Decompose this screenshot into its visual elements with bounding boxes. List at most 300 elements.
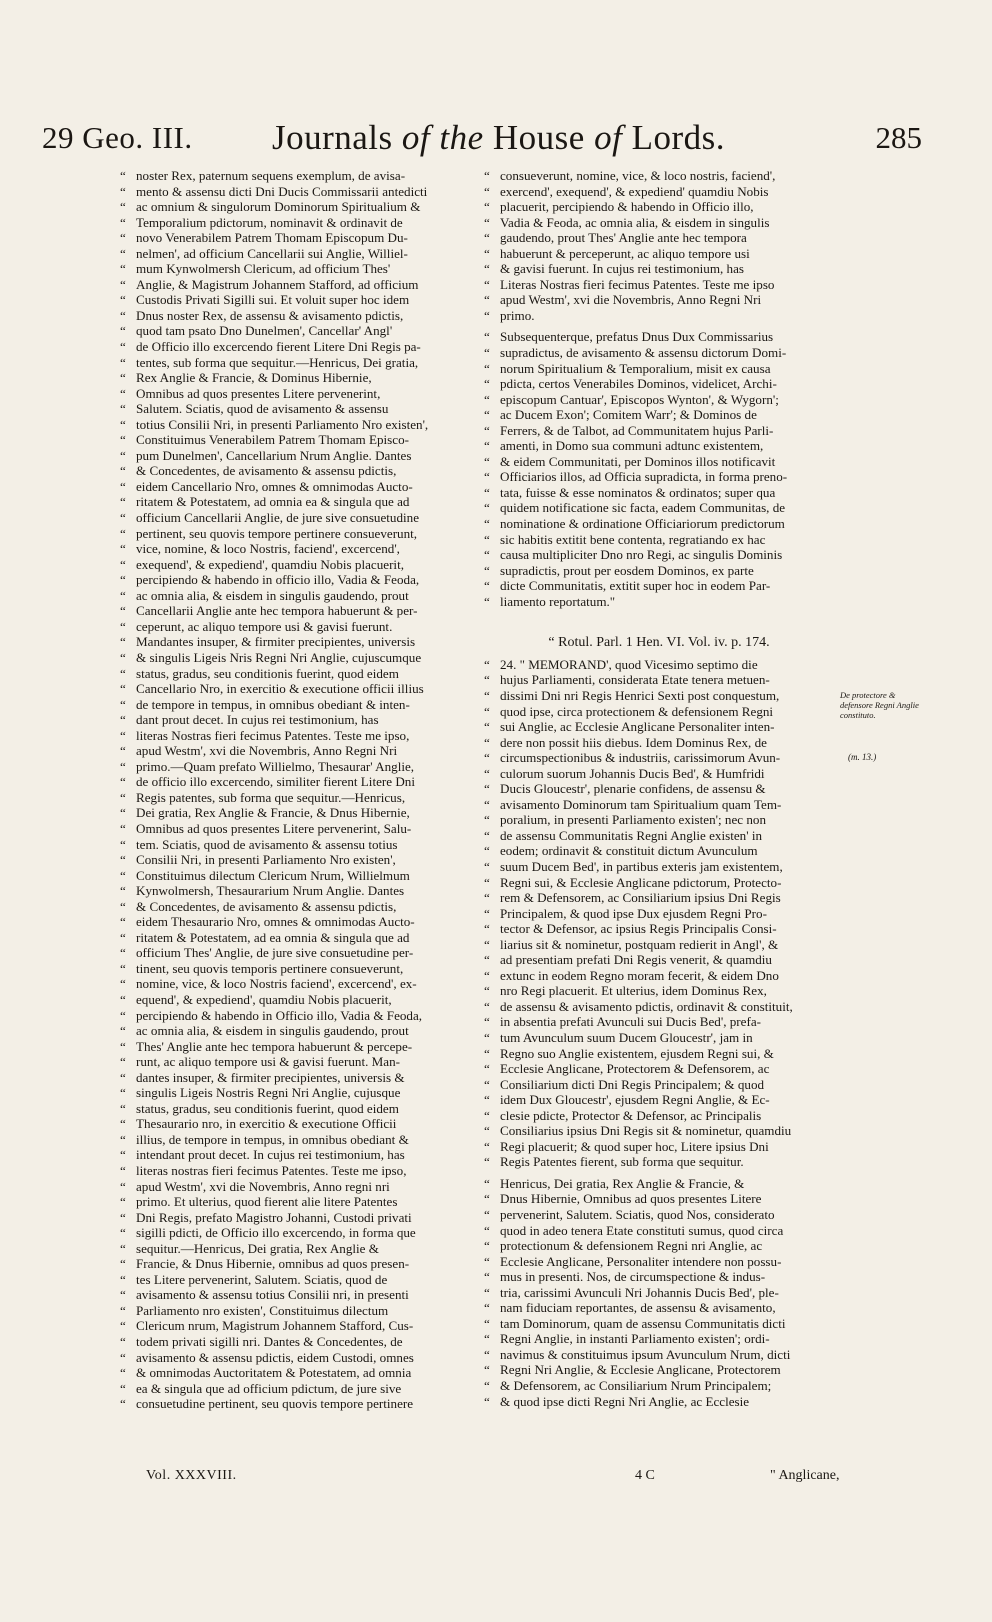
text-line [484, 688, 834, 704]
quote-mark: “ [120, 214, 126, 230]
text-line [120, 230, 468, 246]
line-text: exequend', & expediend', quamdiu Nobis placuerit, [136, 556, 404, 572]
text-line [484, 672, 834, 688]
quote-mark: “ [484, 562, 490, 578]
text-line [484, 1191, 834, 1207]
line-text: sequitur.—Henricus, Dei gratia, Rex Anglie & [136, 1240, 379, 1256]
quote-mark: “ [484, 890, 490, 906]
line-text: & Concedentes, de avisamento & assensu pdictis, [136, 463, 397, 479]
line-text: apud Westm', xvi die Novembris, Anno Regni Nri [136, 743, 398, 759]
text-line [120, 526, 468, 542]
text-line [120, 697, 468, 713]
quote-mark: “ [120, 292, 126, 308]
line-text: tinent, seu quovis temporis pertinere consueverunt, [136, 960, 404, 976]
line-text: status, gradus, seu conditionis fuerint, quod eidem [136, 665, 399, 681]
line-text: apud Westm', xvi die Novembris, Anno regni nri [136, 1178, 390, 1194]
line-text: Mandantes insuper, & firmiter precipientes, universis [136, 634, 416, 650]
line-text: Ferrers, & de Talbot, ad Communitatem hujus Parli- [500, 422, 774, 438]
text-line [484, 485, 834, 501]
quote-mark: “ [120, 401, 126, 417]
line-text: Clericum nrum, Magistrum Johannem Stafford, Cus- [136, 1318, 414, 1334]
catchword: " Anglicane, [770, 1468, 840, 1483]
text-line [120, 1350, 468, 1366]
line-text: dantes insuper, & firmiter precipientes, universis & [136, 1069, 405, 1085]
line-text: ritatem & Potestatem, ad ea omnia & singula que ad [136, 929, 410, 945]
line-text: mum Kynwolmersh Clericum, ad officium Thes' [136, 261, 391, 277]
line-text: Consiliarius ipsius Dni Regis sit & nominetur, quamdiu [500, 1123, 792, 1139]
text-line [484, 750, 834, 766]
text-line [484, 1176, 834, 1192]
text-line [120, 1085, 468, 1101]
quote-mark: “ [484, 827, 490, 843]
line-text: suum Ducem Bed', in partibus exteris jam existentem, [500, 858, 783, 874]
quote-mark: “ [120, 385, 126, 401]
quote-mark: “ [120, 1396, 126, 1412]
line-text: eidem Cancellario Nro, omnes & omnimodas Aucto- [136, 478, 413, 494]
text-line [120, 759, 468, 775]
text-line [484, 937, 834, 953]
quote-mark: “ [120, 727, 126, 743]
line-text: Thesaurario nro, in exercitio & executione Officii [136, 1116, 397, 1132]
quote-mark: “ [484, 261, 490, 277]
quote-mark: “ [120, 1054, 126, 1070]
text-line [484, 1254, 834, 1270]
quote-mark: “ [120, 494, 126, 510]
quote-mark: “ [120, 354, 126, 370]
quote-mark: “ [120, 960, 126, 976]
line-text: nro Regi placuerit. Et ulterius, idem Dominus Rex, [500, 983, 767, 999]
text-line [120, 1241, 468, 1257]
text-line [120, 494, 468, 510]
text-line [484, 594, 834, 610]
quote-mark: “ [120, 478, 126, 494]
text-line [120, 1225, 468, 1241]
quote-mark: “ [484, 734, 490, 750]
text-line [484, 532, 834, 548]
text-line [484, 1014, 834, 1030]
page-number: 285 [875, 120, 922, 155]
quote-mark: “ [120, 572, 126, 588]
text-line [120, 261, 468, 277]
quote-mark: “ [120, 525, 126, 541]
quote-mark: “ [484, 1207, 490, 1222]
text-line [120, 681, 468, 697]
text-line [484, 547, 834, 563]
quote-mark: “ [120, 603, 126, 619]
quote-mark: “ [484, 531, 490, 547]
text-line [484, 983, 834, 999]
line-text: idem Dux Gloucestr', ejusdem Regni Anglie, & Ec- [500, 1092, 770, 1108]
text-line [120, 1008, 468, 1024]
text-line [484, 1316, 834, 1332]
quote-mark: “ [120, 1209, 126, 1225]
quote-mark: “ [120, 898, 126, 914]
line-text: tam Dominorum, quam de assensu Communitatis dicti [500, 1315, 786, 1331]
line-text: & quod ipse dicti Regni Nri Anglie, ac Ecclesie [500, 1393, 750, 1409]
text-line [120, 945, 468, 961]
line-text: avisamento & assensu totius Consilii nri, in presenti [136, 1287, 409, 1303]
line-text: sigilli pdicti, de Officio illo excercendo, in forma que [136, 1225, 416, 1241]
text-line [120, 1334, 468, 1350]
text-line [120, 1303, 468, 1319]
line-text: amenti, in Domo sua communi adtunc existentem, [500, 438, 764, 454]
text-line [120, 510, 468, 526]
text-line [120, 899, 468, 915]
text-line [484, 1285, 834, 1301]
text-line [120, 588, 468, 604]
text-line [484, 184, 834, 200]
line-text: Cancellarii Anglie ante hec tempora habuerunt & per- [136, 603, 418, 619]
text-line [484, 1030, 834, 1046]
quote-mark: “ [120, 168, 126, 183]
text-line [484, 812, 834, 828]
quote-mark: “ [484, 199, 490, 215]
text-line [120, 1101, 468, 1117]
quote-mark: “ [120, 432, 126, 448]
text-line [120, 1210, 468, 1226]
text-line [484, 500, 834, 516]
text-line [120, 712, 468, 728]
line-text: Regis Patentes fierent, sub forma que sequitur. [500, 1154, 744, 1170]
line-text: ritatem & Potestatem, ad omnia ea & singula que ad [136, 494, 410, 510]
line-text: & gavisi fuerunt. In cujus rei testimonium, has [500, 261, 745, 277]
quote-mark: “ [120, 370, 126, 386]
text-line [484, 952, 834, 968]
text-line [484, 1123, 834, 1139]
right-paragraph-b [484, 329, 834, 609]
line-text: Anglie, & Magistrum Johannem Stafford, ad officium [136, 276, 419, 292]
line-text: & eidem Communitati, per Dominos illos notificavit [500, 453, 776, 469]
text-line [120, 432, 468, 448]
quote-mark: “ [484, 1300, 490, 1316]
line-text: percipiendo & habendo in officio illo, Vadia & Feoda, [136, 572, 420, 588]
line-text: de Officio illo excercendo fierent Litere Dni Regis pa- [136, 339, 421, 355]
line-text: quidem notificatione sic facta, eadem Communitas, de [500, 500, 786, 516]
text-line [120, 1272, 468, 1288]
margin-reference: (m. 13.) [848, 752, 877, 762]
line-text: status, gradus, seu conditionis fuerint, quod eidem [136, 1100, 399, 1116]
text-line [484, 1046, 834, 1062]
quote-mark: “ [484, 1378, 490, 1394]
line-text: protectionum & defensionem Regni nri Anglie, ac [500, 1238, 763, 1254]
text-line [120, 1023, 468, 1039]
quote-mark: “ [120, 1131, 126, 1147]
line-text: sui Anglie, ac Ecclesie Anglicane Personaliter inten- [500, 719, 775, 735]
text-line [120, 355, 468, 371]
journal-title: Journals of the House of Lords. [272, 118, 725, 157]
quote-mark: “ [120, 945, 126, 961]
quote-mark: “ [120, 541, 126, 557]
quote-mark: “ [484, 329, 490, 345]
quote-mark: “ [120, 991, 126, 1007]
line-text: tector & Defensor, ac ipsius Regis Principalis Consi- [500, 921, 777, 937]
line-text: episcopum Cantuar', Episcopos Wynton', & Wygorn'; [500, 391, 779, 407]
left-text-column [120, 168, 468, 1463]
quote-mark: “ [120, 634, 126, 650]
text-line [484, 859, 834, 875]
line-text: & omnimodas Auctoritatem & Potestatem, ad omnia [136, 1365, 412, 1381]
line-text: ac omnia alia, & eisdem in singulis gaudendo, prout [136, 1023, 409, 1039]
text-line [484, 392, 834, 408]
line-text: dant prout decet. In cujus rei testimonium, has [136, 712, 379, 728]
text-line [484, 1223, 834, 1239]
line-text: ceperunt, ac aliquo tempore usi & gavisi fuerunt. [136, 618, 393, 634]
text-line [120, 1365, 468, 1381]
text-line [120, 743, 468, 759]
text-line [120, 557, 468, 573]
text-line [120, 1054, 468, 1070]
text-line [484, 1394, 834, 1410]
quote-mark: “ [120, 447, 126, 463]
line-text: ac Ducem Exon'; Comitem Warr'; & Dominos de [500, 407, 757, 423]
line-text: apud Westm', xvi die Novembris, Anno Regni Nri [500, 292, 762, 308]
line-text: ea & singula que ad officium pdictum, de jure sive [136, 1380, 402, 1396]
line-text: Subsequenterque, prefatus Dnus Dux Commissarius [500, 329, 774, 345]
quote-mark: “ [484, 1315, 490, 1331]
quote-mark: “ [484, 796, 490, 812]
line-text: in absentia prefati Avunculi sui Ducis Bed', prefa- [500, 1014, 762, 1030]
quote-mark: “ [120, 1023, 126, 1039]
text-line [120, 992, 468, 1008]
quote-mark: “ [120, 1302, 126, 1318]
quote-mark: “ [484, 1138, 490, 1154]
quote-mark: “ [484, 1331, 490, 1347]
text-line [120, 774, 468, 790]
quote-mark: “ [120, 1194, 126, 1210]
quote-mark: “ [484, 1362, 490, 1378]
text-line [120, 868, 468, 884]
margin-note: De protectore & defensore Regni Anglie constituto. [840, 690, 919, 720]
line-text: poralium, in presenti Parliamento existen'; nec non [500, 812, 766, 828]
line-text: nelmen', ad officium Cancellarii sui Anglie, Williel- [136, 245, 408, 261]
line-text: sic habitis extitit bene contenta, regratiando ex hac [500, 531, 766, 547]
text-line [484, 906, 834, 922]
quote-mark: “ [120, 556, 126, 572]
quote-mark: “ [120, 681, 126, 697]
text-line [120, 463, 468, 479]
line-text: percipiendo & habendo in Officio illo, Vadia & Feoda, [136, 1007, 423, 1023]
text-line [484, 1362, 834, 1378]
text-line [120, 930, 468, 946]
text-line [484, 438, 834, 454]
line-text: officium Thes' Anglie, de jure sive consuetudine per- [136, 945, 414, 961]
line-text: hujus Parliamenti, considerata Etate tenera metuen- [500, 672, 770, 688]
quote-mark: “ [120, 1147, 126, 1163]
text-line [484, 1139, 834, 1155]
line-text: supradictis, prout per eosdem Dominos, ex parte [500, 562, 754, 578]
quote-mark: “ [120, 1163, 126, 1178]
quote-mark: “ [484, 781, 490, 797]
text-line [120, 541, 468, 557]
line-text: eidem Thesaurario Nro, omnes & omnimodas Aucto- [136, 914, 415, 930]
line-text: Francie, & Dnus Hibernie, omnibus ad quos presen- [136, 1256, 410, 1272]
line-text: supradictus, de avisamento & assensu dictorum Domi- [500, 345, 787, 361]
text-line [120, 246, 468, 262]
quote-mark: “ [484, 1238, 490, 1254]
quote-mark: “ [484, 422, 490, 438]
text-line [120, 852, 468, 868]
text-line [120, 821, 468, 837]
quote-mark: “ [484, 750, 490, 766]
line-text: Vadia & Feoda, ac omnia alia, & eisdem in singulis [500, 214, 770, 230]
quote-mark: “ [120, 463, 126, 479]
line-text: novo Venerabilem Patrem Thomam Episcopum Du- [136, 230, 408, 246]
line-text: primo. Et ulterius, quod fierent alie litere Patentes [136, 1194, 398, 1210]
line-text: nomine, vice, & loco Nostris faciend', excercend', ex- [136, 976, 417, 992]
quote-mark: “ [484, 672, 490, 688]
line-text: Regni sui, & Ecclesie Anglicane pdictorum, Protecto- [500, 874, 782, 890]
text-line [120, 961, 468, 977]
quote-mark: “ [120, 230, 126, 246]
quote-mark: “ [120, 712, 126, 728]
text-line [120, 1381, 468, 1397]
line-text: de assensu & avisamento pdictis, ordinavit & constituit, [500, 998, 793, 1014]
line-text: illius, de tempore in tempus, in omnibus obediant & [136, 1131, 409, 1147]
quote-mark: “ [484, 438, 490, 454]
text-line [120, 976, 468, 992]
line-text: Regno suo Anglie existentem, ejusdem Regni sui, & [500, 1045, 774, 1061]
text-line [484, 797, 834, 813]
text-line [120, 1070, 468, 1086]
quote-mark: “ [120, 649, 126, 665]
quote-mark: “ [120, 1069, 126, 1085]
text-line [120, 401, 468, 417]
line-text: Regis patentes, sub forma que sequitur.—Henricus, [136, 789, 406, 805]
quote-mark: “ [484, 858, 490, 874]
text-line [484, 407, 834, 423]
quote-mark: “ [484, 1284, 490, 1300]
quote-mark: “ [484, 905, 490, 921]
text-line [120, 323, 468, 339]
text-line [120, 1147, 468, 1163]
text-line [484, 1269, 834, 1285]
quote-mark: “ [120, 1287, 126, 1303]
line-text: liamento reportatum." [500, 593, 616, 609]
line-text: consueverunt, nomine, vice, & loco nostris, faciend', [500, 168, 776, 183]
line-text: todem privati sigilli nri. Dantes & Concedentes, de [136, 1334, 403, 1350]
line-text: Thes' Anglie ante hec tempora habuerunt & percepe- [136, 1038, 413, 1054]
quote-mark: “ [484, 1253, 490, 1269]
text-line [484, 469, 834, 485]
text-line [120, 1396, 468, 1412]
line-text: quod tam psato Dno Dunelmen', Cancellar' Angl' [136, 323, 393, 339]
text-line [484, 1108, 834, 1124]
line-text: circumspectionibus & industriis, carissimorum Avun- [500, 750, 781, 766]
right-paragraph-memorand [484, 657, 834, 1170]
text-line [120, 1116, 468, 1132]
quote-mark: “ [484, 345, 490, 361]
line-text: Principalem, & quod ipse Dux ejusdem Regni Pro- [500, 905, 767, 921]
text-line [484, 828, 834, 844]
text-line [120, 417, 468, 433]
quote-mark: “ [120, 1178, 126, 1194]
text-line [484, 361, 834, 377]
line-text: consuetudine pertinent, seu quovis tempore pertinere [136, 1396, 414, 1412]
line-text: mus in presenti. Nos, de circumspectione & indus- [500, 1269, 766, 1285]
text-line [484, 230, 834, 246]
line-text: gaudendo, prout Thes' Anglie ante hec tempora [500, 230, 747, 246]
quote-mark: “ [484, 936, 490, 952]
line-text: Ducis Gloucestr', plenarie confidens, de assensu & [500, 781, 766, 797]
line-text: clesie pdicte, Protector & Defensor, ac Principalis [500, 1107, 762, 1123]
quote-mark: “ [484, 1346, 490, 1362]
quote-mark: “ [484, 391, 490, 407]
line-text: & Concedentes, de avisamento & assensu pdictis, [136, 898, 397, 914]
quote-mark: “ [484, 593, 490, 609]
text-line [120, 914, 468, 930]
line-text: mento & assensu dicti Dni Ducis Commissarii antedicti [136, 183, 428, 199]
quote-mark: “ [484, 183, 490, 199]
quote-mark: “ [484, 307, 490, 323]
quote-mark: “ [484, 998, 490, 1014]
quote-mark: “ [484, 843, 490, 859]
quote-mark: “ [120, 852, 126, 868]
line-text: ac omnium & singulorum Dominorum Spiritualium & [136, 199, 421, 215]
text-line [120, 1039, 468, 1055]
text-line [120, 1194, 468, 1210]
quote-mark: “ [484, 952, 490, 968]
text-line [120, 728, 468, 744]
line-text: Regi placuerit; & quod super hoc, Litere ipsius Dni [500, 1138, 769, 1154]
quote-mark: “ [120, 307, 126, 323]
line-text: ad presentiam prefati Dni Regis venerit, & quamdiu [500, 952, 772, 968]
line-text: literas Nostras fieri fecimus Patentes. Teste me ipso, [136, 727, 410, 743]
text-line [484, 999, 834, 1015]
quote-mark: “ [484, 1045, 490, 1061]
text-line [120, 1163, 468, 1179]
text-line [484, 657, 834, 673]
quote-mark: “ [120, 276, 126, 292]
line-text: nominatione & ordinatione Officiariorum predictorum [500, 516, 785, 532]
line-text: Parliamento nro existen', Constituimus dilectum [136, 1302, 389, 1318]
text-line [484, 516, 834, 532]
line-text: Regni Nri Anglie, & Ecclesie Anglicane, Protectorem [500, 1362, 781, 1378]
text-line [484, 199, 834, 215]
quote-mark: “ [484, 874, 490, 890]
text-line [484, 704, 834, 720]
line-text: tum Avunculum suum Ducem Gloucestr', jam in [500, 1029, 753, 1045]
line-text: avisamento & assensu pdictis, eidem Custodi, omnes [136, 1349, 414, 1365]
quote-mark: “ [120, 1225, 126, 1241]
line-text: 24. " MEMORAND', quod Vicesimo septimo die [500, 656, 758, 672]
quote-mark: “ [484, 687, 490, 703]
quote-mark: “ [120, 696, 126, 712]
text-line [484, 921, 834, 937]
volume-footer: Vol. XXXVIII. [146, 1468, 237, 1483]
text-line [120, 479, 468, 495]
line-text: Temporalium pdictorum, nominavit & ordinavit de [136, 214, 403, 230]
quote-mark: “ [484, 469, 490, 485]
text-line [484, 1207, 834, 1223]
right-paragraph-a [484, 168, 834, 323]
quote-mark: “ [484, 1092, 490, 1108]
line-text: Literas Nostras fieri fecimus Patentes. Teste me ipso [500, 276, 775, 292]
line-text: & Defensorem, ac Consiliarium Nrum Principalem; [500, 1378, 772, 1394]
text-line [484, 168, 834, 184]
line-text: Ecclesie Anglicane, Personaliter intendere non possu- [500, 1253, 782, 1269]
text-line [120, 572, 468, 588]
quote-mark: “ [120, 1240, 126, 1256]
text-line [484, 781, 834, 797]
right-text-column [484, 168, 834, 1440]
text-line [484, 875, 834, 891]
quote-mark: “ [484, 967, 490, 983]
quote-mark: “ [120, 587, 126, 603]
regnal-year: 29 Geo. III. [42, 120, 193, 155]
quote-mark: “ [120, 1349, 126, 1365]
text-line [484, 843, 834, 859]
line-text: primo.—Quam prefato Willielmo, Thesaurar' Anglie, [136, 758, 415, 774]
